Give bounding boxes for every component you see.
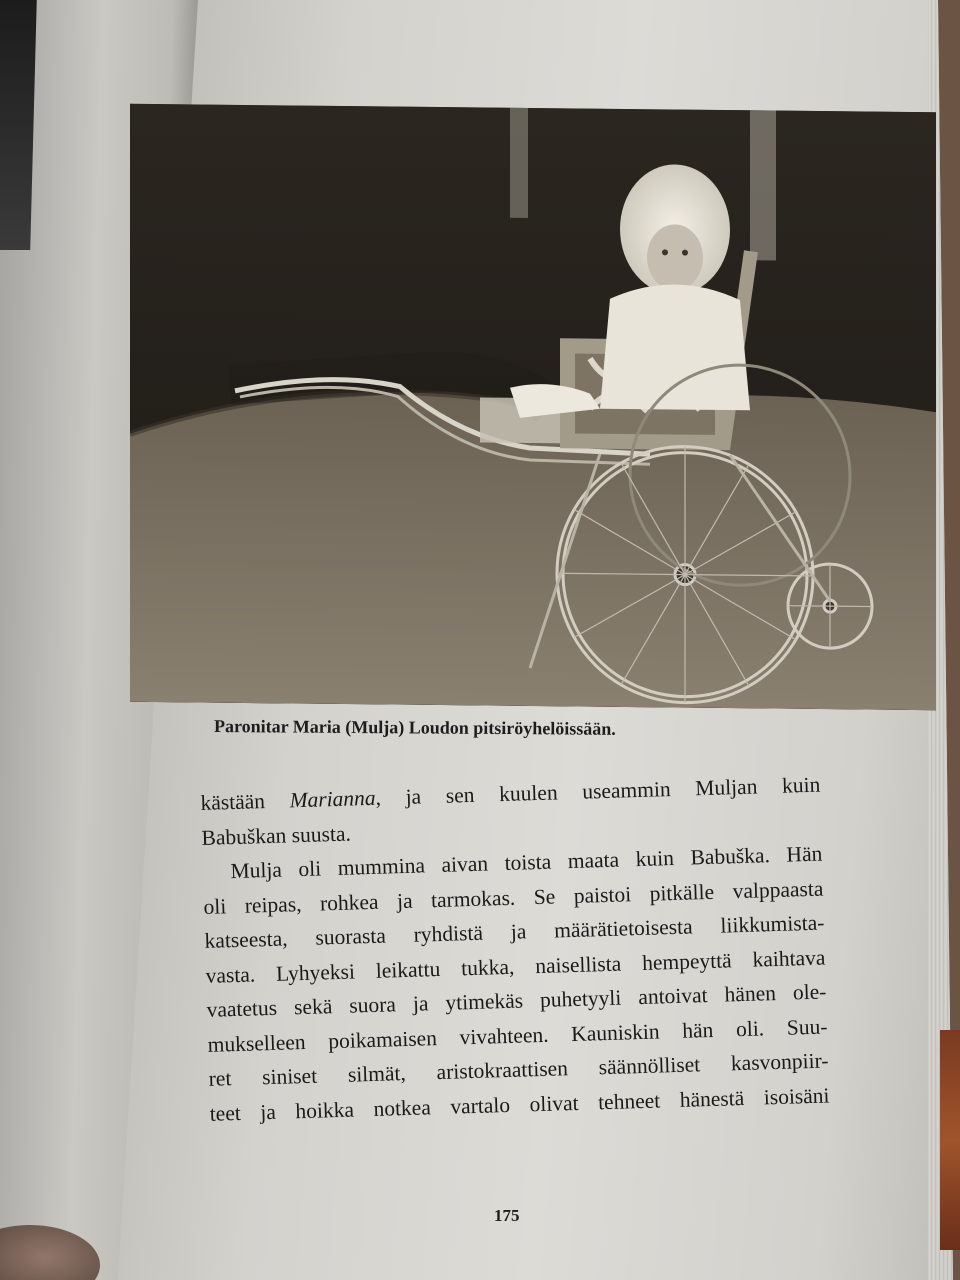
text-line: vasta. Lyhyeksi leikattu tukka, naisellista hempeyttä kaihtava: [205, 945, 826, 988]
text-line: teet ja hoikka notkea vartalo olivat tehneet hänestä isoisäni: [209, 1082, 830, 1126]
background-object: [940, 1030, 960, 1250]
emphasized-name: Marianna: [289, 785, 376, 813]
left-page-photo-edge: [0, 0, 37, 250]
photo-caption: Paronitar Maria (Mulja) Loudon pitsiröyhelöissään.: [213, 716, 616, 739]
text-line: oli reipas, rohkea ja tarmokas. Se paistoi pitkälle valppaasta: [203, 876, 824, 919]
text-segment: , ja sen kuulen useammin Muljan kuin: [375, 772, 821, 810]
text-line: mukselleen poikamaisen vivahteen. Kauniskin hän oli. Suu-: [207, 1013, 828, 1057]
vintage-photograph: [130, 104, 936, 710]
text-line: vaatetus sekä suora ja ytimekäs puhetyyli antoivat hänen ole-: [206, 979, 827, 1022]
photo-illustration: [130, 104, 936, 710]
paragraph-first-line: Mulja oli mummina aivan toista maata kuin Babuška. Hän: [230, 841, 823, 884]
body-text: [200, 768, 830, 1131]
text-line: Babuškan suusta.: [201, 821, 352, 850]
text-line: katseesta, suorasta ryhdistä ja määrätietoisesta liikkumista-: [204, 910, 825, 953]
text-segment: kästään: [200, 788, 290, 815]
page-number: 175: [494, 1206, 520, 1225]
text-line: ret siniset silmät, aristokraattisen säännölliset kasvonpiir-: [208, 1048, 829, 1091]
